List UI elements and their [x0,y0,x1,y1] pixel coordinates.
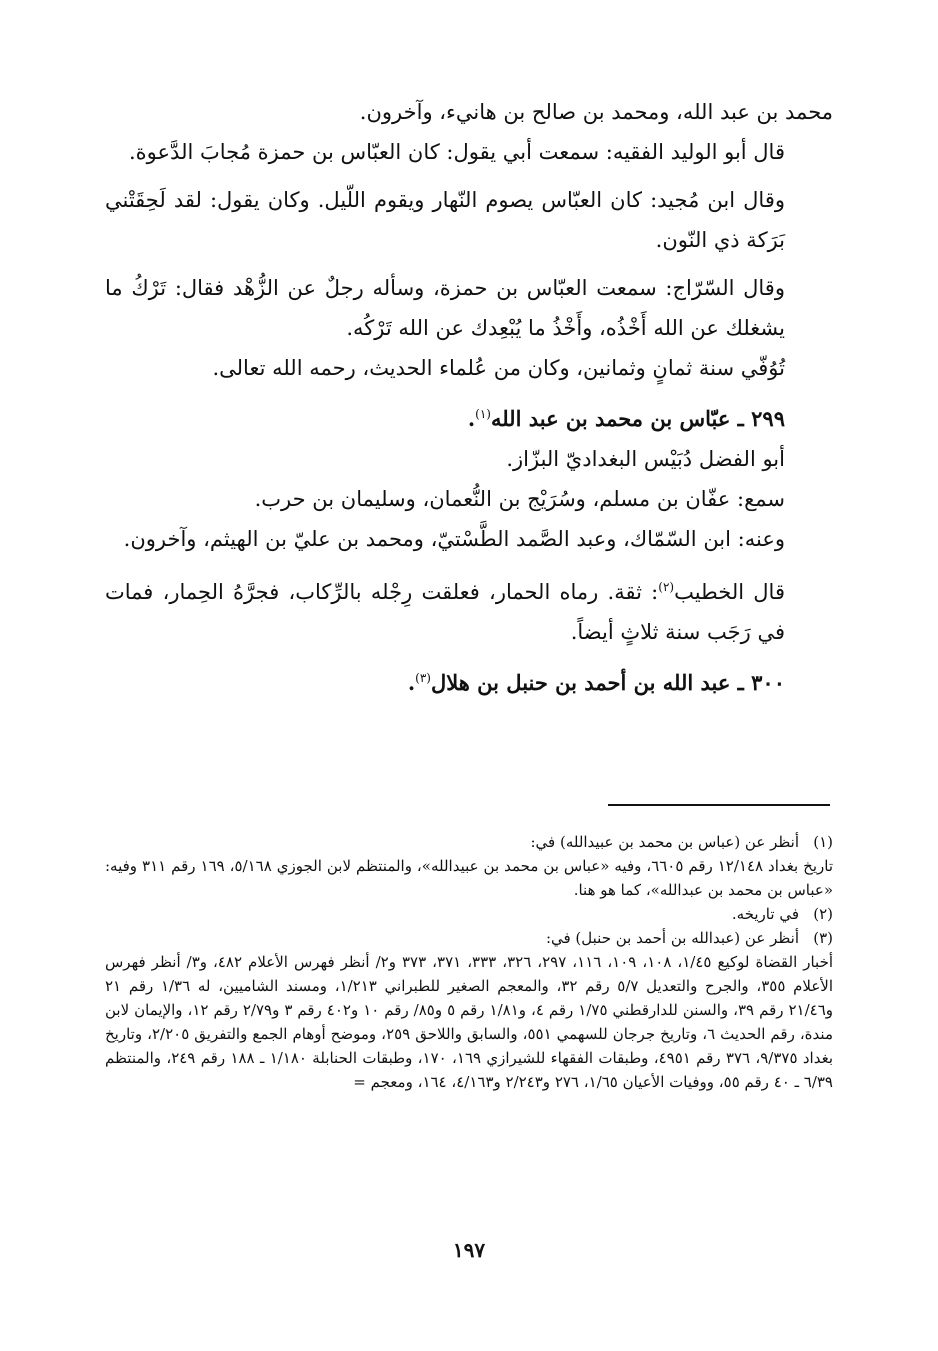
footnotes [105,830,833,1094]
footnote-ref-3: (٣) [415,671,431,685]
khatib-quote: : ثقة. رماه الحمار، فعلقت رِجْله بالرِّكاب، فجرَّهُ الحِمار، فمات في رَجَب سنة ثلاثٍ أيضاً. [105,580,785,644]
paragraph-3: وقال ابن مُجيد: كان العبّاس يصوم النّهار ويقوم اللّيل. وكان يقول: لقد لَحِقَتْني بَرَكة ذي النّون. [105,188,785,252]
entry-299-line-1: أبو الفضل دُبَيْس البغداديّ البزّاز. [506,447,785,471]
entry-299-title: ٢٩٩ ـ عبّاس بن محمد بن عبد الله [490,406,785,431]
main-text [105,92,833,703]
footnote-1-sources: تاريخ بغداد ١٢/١٤٨ رقم ٦٦٠٥، وفيه «عباس بن محمد بن عبيدالله»، والمنتظم لابن الجوزي ٥/١٦٨، ١٦٩ رقم ٣١١ وفيه: «عباس بن محمد بن عبدالله»، كما هو هنا. [105,857,834,899]
entry-299-end: . [467,406,476,431]
paragraph-5: تُوُفّي سنة ثمانٍ وثمانين، وكان من عُلماء الحديث، رحمه الله تعالى. [212,356,785,380]
entry-299-line-4 [105,567,833,652]
footnote-1-number: (١) [813,833,833,851]
entry-299-heading [105,394,833,439]
footnote-3-number: (٣) [813,929,833,947]
khatib-text: قال الخطيب [674,580,785,604]
paragraph-1: محمد بن عبد الله، ومحمد بن صالح بن هانيء، وآخرون. [359,100,833,124]
entry-299-line-2: سمع: عفّان بن مسلم، وسُرَيْج بن النُّعمان، وسليمان بن حرب. [254,487,785,511]
entry-299-line-3: وعنه: ابن السّمّاك، وعبد الصَّمد الطَّسْتيّ، ومحمد بن عليّ بن الهيثم، وآخرون. [123,527,785,551]
entry-300-title: ٣٠٠ ـ عبد الله بن أحمد بن حنبل بن هلال [430,670,785,695]
footnote-separator [608,804,830,806]
page-number: ١٩٧ [452,1238,486,1262]
footnote-2-text: في تاريخه. [731,905,799,923]
footnote-3-text: أنظر عن (عبدالله بن أحمد بن حنبل) في: [545,929,799,947]
paragraph-4: وقال السّرّاج: سمعت العبّاس بن حمزة، وسأله رجلٌ عن الزُّهْد فقال: تَرْكُ ما يشغلك عن الله أَخْذُه، وأَخْذُ ما يُبْعِدك عن الله تَرْكُه. [105,276,785,340]
entry-300-end: . [407,670,416,695]
entry-300-heading [105,658,833,703]
footnote-ref-2: (٢) [658,580,675,594]
footnote-1-text: أنظر عن (عباس بن محمد بن عبيدالله) في: [530,833,799,851]
footnote-3-sources: أخبار القضاة لوكيع ١/٤٥، ١٠٨، ١٠٩، ١١٦، ٢٩٧، ٣٢٦، ٣٣٣، ٣٧١، ٣٧٣ و٢/ أنظر فهرس الأعلام ٤٨٢، و٣/ أنظر فهرس الأعلام ٣٥٥، والجرح والتعديل ٥/٧ رقم ٣٢، والمعجم الصغير للطبراني ١/٢١٣، ومسند الشاميين، له ١/٣٦ رقم ٢١ و٢١/٤٦ رقم ٣٩، والسنن للدارقطني ١/٧٥ رقم ٤، و١/٨١ رقم ٥ و٨٥/ رقم ١٠ و٤٠٢ رقم ٣ و٢/٧٩ رقم ١٢، والإيمان لابن مندة، رقم الحديث ٦، وتاريخ جرجان للسهمي ٥٥١، والسابق واللاحق ٢٥٩، وموضح أوهام الجمع والتفريق ٢/٢٠٥، وتاريخ بغداد ٩/٣٧٥، ٣٧٦ رقم ٤٩٥١، وطبقات الفقهاء للشيرازي ١٦٩، ١٧٠، وطبقات الحنابلة ١/١٨٠ ـ ١٨٨ رقم ٢٤٩، والمنتظم ٦/٣٩ ـ ٤٠ رقم ٥٥، ووفيات الأعيان ١/٦٥، ٢٧٦ و٢/٢٤٣ و٤/١٦٣، ١٦٤، ومعجم = [105,953,834,1091]
footnote-3 [105,926,833,950]
footnote-2 [105,902,833,926]
footnote-2-number: (٢) [813,905,833,923]
paragraph-2: قال أبو الوليد الفقيه: سمعت أبي يقول: كان العبّاس بن حمزة مُجابَ الدَّعوة. [128,140,785,164]
footnote-ref-1: (١) [475,407,491,421]
footnote-1 [105,830,833,854]
